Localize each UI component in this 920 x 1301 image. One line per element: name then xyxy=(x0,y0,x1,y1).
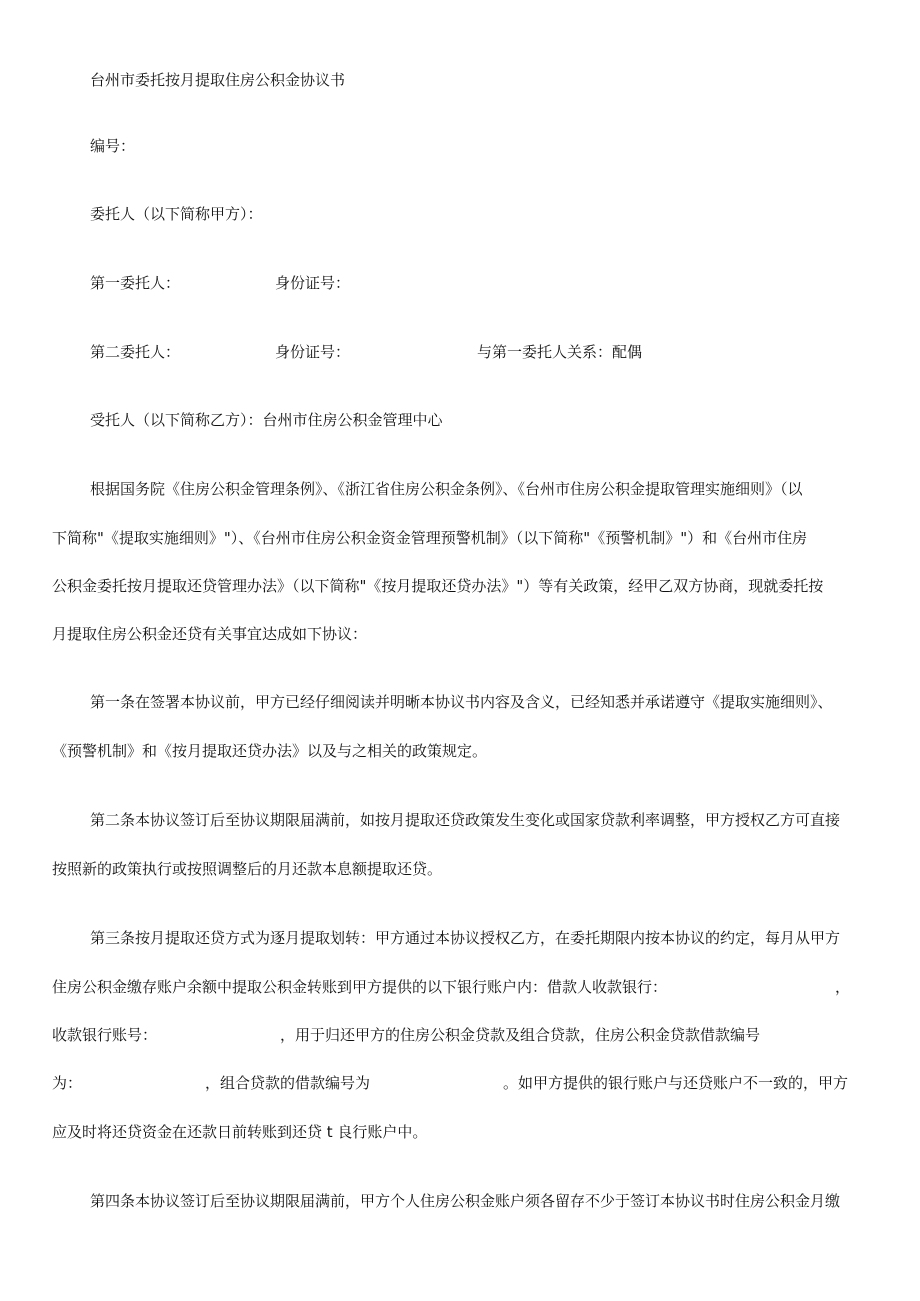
second-principal-id-label: 身份证号： xyxy=(275,343,351,361)
document-title: 台州市委托按月提取住房公积金协议书 xyxy=(90,71,346,89)
paragraph-line: 第一条在签署本协议前，甲方已经仔细阅读并明晰本协议书内容及含义，已经知悉并承诺遵守《提取实施细则》、 xyxy=(90,693,833,711)
bank-name-label: 住房公积金缴存账户余额中提取公积金转账到甲方提供的以下银行账户内：借款人收款银行： xyxy=(52,978,668,996)
paragraph-line xyxy=(0,1025,920,1045)
second-principal-relation: 与第一委托人关系：配偶 xyxy=(477,343,643,361)
paragraph-line: 按照新的政策执行或按照调整后的月还款本息额提取还贷。 xyxy=(52,860,443,878)
paragraph-text: ，用于归还甲方的住房公积金贷款及组合贷款，住房公积金贷款借款编号 xyxy=(280,1026,761,1044)
agent-line: 受托人（以下简称乙方）：台州市住房公积金管理中心 xyxy=(90,411,443,429)
paragraph-line: 根据国务院《住房公积金管理条例》、《浙江省住房公积金条例》、《台州市住房公积金提取管理实施细则》（以 xyxy=(90,480,803,498)
paragraph-line: 第四条本协议签订后至协议期限届满前，甲方个人住房公积金账户须各留存不少于签订本协议书时住房公积金月缴 xyxy=(90,1192,841,1210)
paragraph-text: 。如甲方提供的银行账户与还贷账户不一致的，甲方 xyxy=(503,1074,849,1092)
combined-loan-number-label: ，组合贷款的借款编号为 xyxy=(205,1074,371,1092)
paragraph-line: 公积金委托按月提取还贷管理办法》（以下简称"《按月提取还贷办法》"）等有关政策，经甲乙双方协商，现就委托按 xyxy=(52,577,824,595)
paragraph-line xyxy=(0,977,920,997)
paragraph-line: 第三条按月提取还贷方式为逐月提取划转：甲方通过本协议授权乙方，在委托期限内按本协议的约定，每月从甲方 xyxy=(90,929,841,947)
paragraph-line: 下简称"《提取实施细则》"）、《台州市住房公积金资金管理预警机制》（以下简称"《预警机制》"）和《台州市住房 xyxy=(52,529,808,547)
first-principal-label: 第一委托人： xyxy=(90,274,181,292)
second-principal-row xyxy=(0,342,920,362)
paragraph-line xyxy=(0,1073,920,1093)
bank-account-label: 收款银行账号： xyxy=(52,1026,158,1044)
line-end-comma: ， xyxy=(835,978,851,996)
paragraph-line: 《预警机制》和《按月提取还贷办法》以及与之相关的政策规定。 xyxy=(52,742,488,760)
principal-intro: 委托人（以下简称甲方）： xyxy=(90,205,263,223)
loan-number-label: 为： xyxy=(52,1074,83,1092)
paragraph-line: 应及时将还贷资金在还款日前转账到还贷 t 良行账户中。 xyxy=(52,1123,428,1141)
first-principal-id-label: 身份证号： xyxy=(275,274,351,292)
paragraph-line: 第二条本协议签订后至协议期限届满前，如按月提取还贷政策发生变化或国家贷款利率调整，甲方授权乙方可直接 xyxy=(90,811,841,829)
first-principal-row xyxy=(0,273,920,293)
paragraph-line: 月提取住房公积金还贷有关事宜达成如下协议： xyxy=(52,625,368,643)
agreement-number-label: 编号： xyxy=(90,137,136,155)
second-principal-label: 第二委托人： xyxy=(90,343,181,361)
